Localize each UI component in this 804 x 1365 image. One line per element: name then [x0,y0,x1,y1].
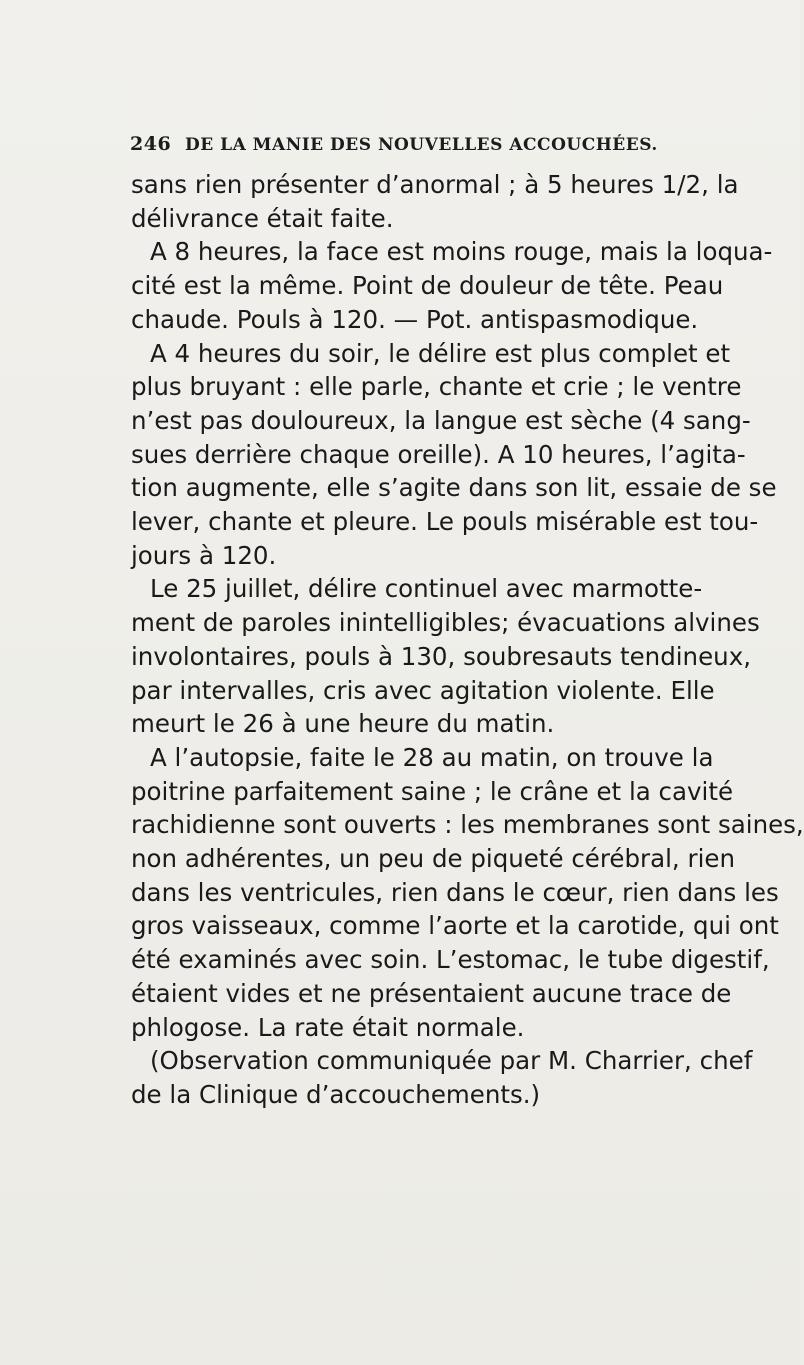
text-line: involontaires, pouls à 130, soubresauts tendineux, [131,641,751,671]
text-line: n’est pas douloureux, la langue est sèche (4 sang- [131,405,751,435]
text-line: sues derrière chaque oreille). A 10 heures, l’agita- [131,439,746,469]
text-line: cité est la même. Point de douleur de tête. Peau [131,271,724,301]
text-line: (Observation communiquée par M. Charrier, chef [150,1046,753,1076]
text-line: jours à 120. [131,540,277,570]
text-line: par intervalles, cris avec agitation violente. Elle [131,675,715,705]
text-line: sans rien présenter d’anormal ; à 5 heures 1/2, la [131,170,739,199]
text-line: poitrine parfaitement saine ; le crâne et la cavité [131,776,734,806]
text-line: délivrance était faite. [131,203,394,233]
text-line: dans les ventricules, rien dans le cœur, rien dans les [131,877,779,907]
text-line: rachidienne sont ouverts : les membranes sont saines, [131,810,804,840]
running-title: DE LA MANIE DES NOUVELLES ACCOUCHÉES. [185,135,658,155]
text-line: été examinés avec soin. L’estomac, le tube digestif, [131,945,770,975]
text-line: phlogose. La rate était normale. [131,1012,525,1042]
body-text [131,168,804,1112]
text-line: A 8 heures, la face est moins rouge, mais la loqua- [150,237,773,267]
text-line: A 4 heures du soir, le délire est plus complet et [150,338,731,368]
page-number: 246 [130,133,172,155]
text-line: de la Clinique d’accouchements.) [131,1079,541,1109]
text-line: ment de paroles inintelligibles; évacuations alvines [131,608,760,638]
text-line: A l’autopsie, faite le 28 au matin, on trouve la [150,742,714,772]
text-line: non adhérentes, un peu de piqueté cérébral, rien [131,844,735,874]
text-line: chaude. Pouls à 120. — Pot. antispasmodique. [131,304,699,334]
text-line: lever, chante et pleure. Le pouls misérable est tou- [131,507,759,537]
text-line: étaient vides et ne présentaient aucune trace de [131,978,732,1008]
text-line: plus bruyant : elle parle, chante et crie ; le ventre [131,372,742,402]
text-line: Le 25 juillet, délire continuel avec marmotte- [150,574,703,604]
text-line: gros vaisseaux, comme l’aorte et la carotide, qui ont [131,911,779,941]
text-line: meurt le 26 à une heure du matin. [131,709,555,739]
text-line: tion augmente, elle s’agite dans son lit, essaie de se [131,473,777,503]
running-header [130,133,690,155]
